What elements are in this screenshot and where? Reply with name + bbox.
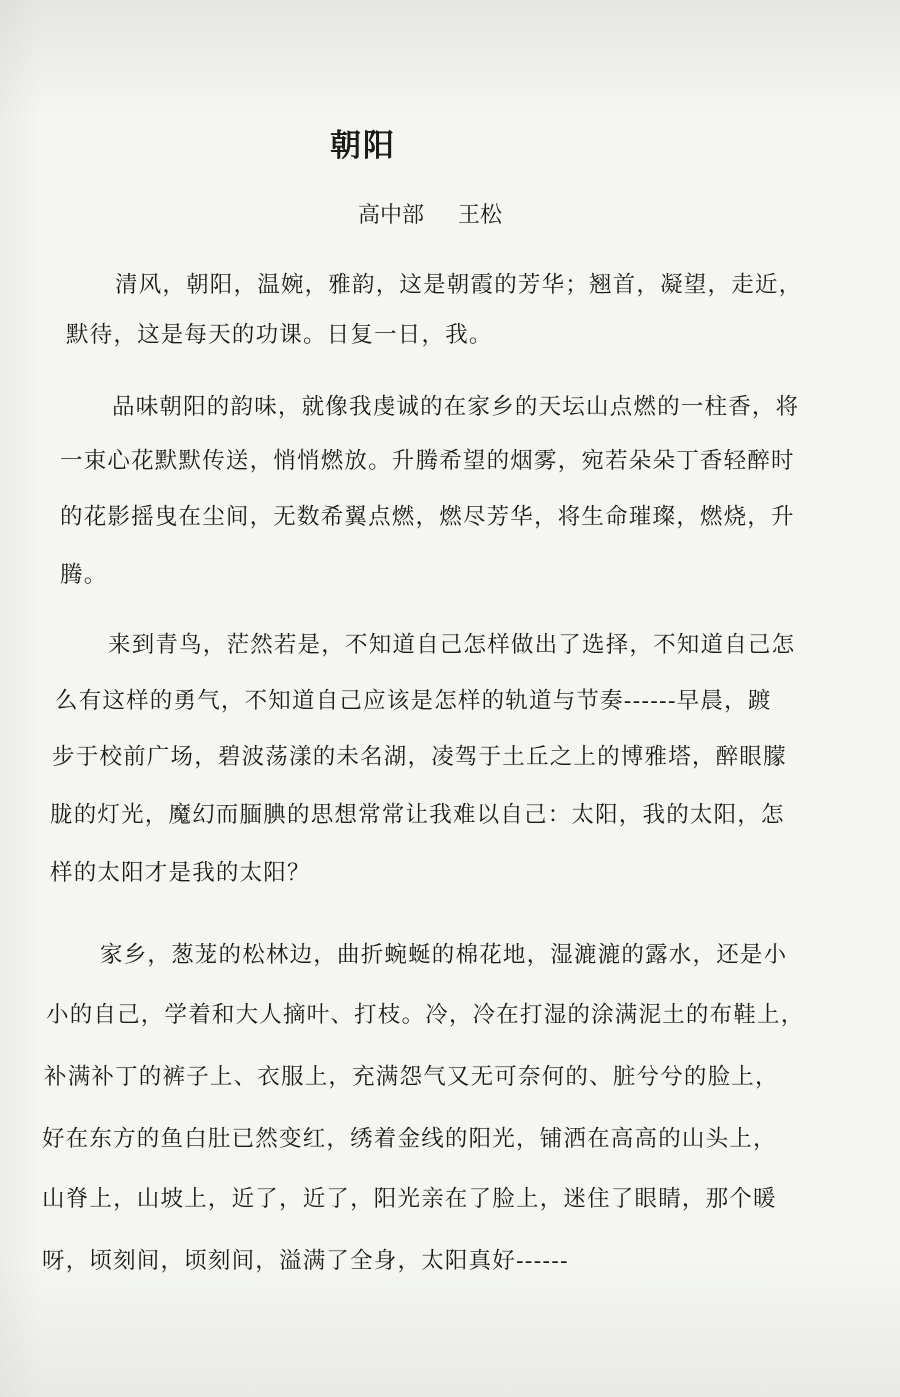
byline-department: 高中部 <box>358 203 425 228</box>
byline <box>358 198 502 229</box>
document-title: 朝阳 <box>330 128 396 164</box>
paragraph-3-line-3: 步于校前广场，碧波荡漾的未名湖，凌驾于土丘之上的博雅塔，醉眼朦 <box>52 744 787 770</box>
paragraph-4-line-5: 山脊上，山坡上，近了，近了，阳光亲在了脸上，迷住了眼睛，那个暖 <box>42 1186 777 1212</box>
paragraph-1-line-2: 默待，这是每天的功课。日复一日，我。 <box>66 322 493 348</box>
paragraph-4-line-3: 补满补丁的裤子上、衣服上，充满怨气又无可奈何的、脏兮兮的脸上， <box>44 1064 779 1090</box>
paragraph-4-line-1: 家乡，葱茏的松林边，曲折蜿蜒的棉花地，湿漉漉的露水，还是小 <box>100 942 788 968</box>
paragraph-2-line-1: 品味朝阳的韵味，就像我虔诚的在家乡的天坛山点燃的一柱香，将 <box>112 394 800 420</box>
paragraph-1-line-1: 清风，朝阳，温婉，雅韵，这是朝霞的芳华；翘首，凝望，走近， <box>115 272 803 298</box>
paragraph-2-line-3: 的花影摇曳在尘间，无数希翼点燃，燃尽芳华，将生命璀璨，燃烧，升 <box>60 504 795 530</box>
paragraph-3-line-5: 样的太阳才是我的太阳？ <box>50 860 311 886</box>
paragraph-2-line-4: 腾。 <box>60 562 108 588</box>
paragraph-4-line-4: 好在东方的鱼白肚已然变红，绣着金线的阳光，铺洒在高高的山头上， <box>42 1126 777 1152</box>
paragraph-4-line-2: 小的自己，学着和大人摘叶、打枝。冷，冷在打湿的涂满泥土的布鞋上， <box>46 1002 805 1028</box>
paragraph-3-line-1: 来到青鸟，茫然若是，不知道自己怎样做出了选择，不知道自己怎 <box>108 632 796 658</box>
paragraph-3-line-2: 么有这样的勇气，不知道自己应该是怎样的轨道与节奏------早晨，踱 <box>55 688 772 714</box>
paragraph-2-line-2: 一束心花默默传送，悄悄燃放。升腾希望的烟雾，宛若朵朵丁香轻醉时 <box>60 448 795 474</box>
paragraph-4-line-6: 呀，顷刻间，顷刻间，溢满了全身，太阳真好------ <box>42 1248 569 1274</box>
byline-author: 王松 <box>458 203 503 228</box>
paragraph-3-line-4: 胧的灯光，魔幻而腼腆的思想常常让我难以自己：太阳，我的太阳，怎 <box>50 802 785 828</box>
